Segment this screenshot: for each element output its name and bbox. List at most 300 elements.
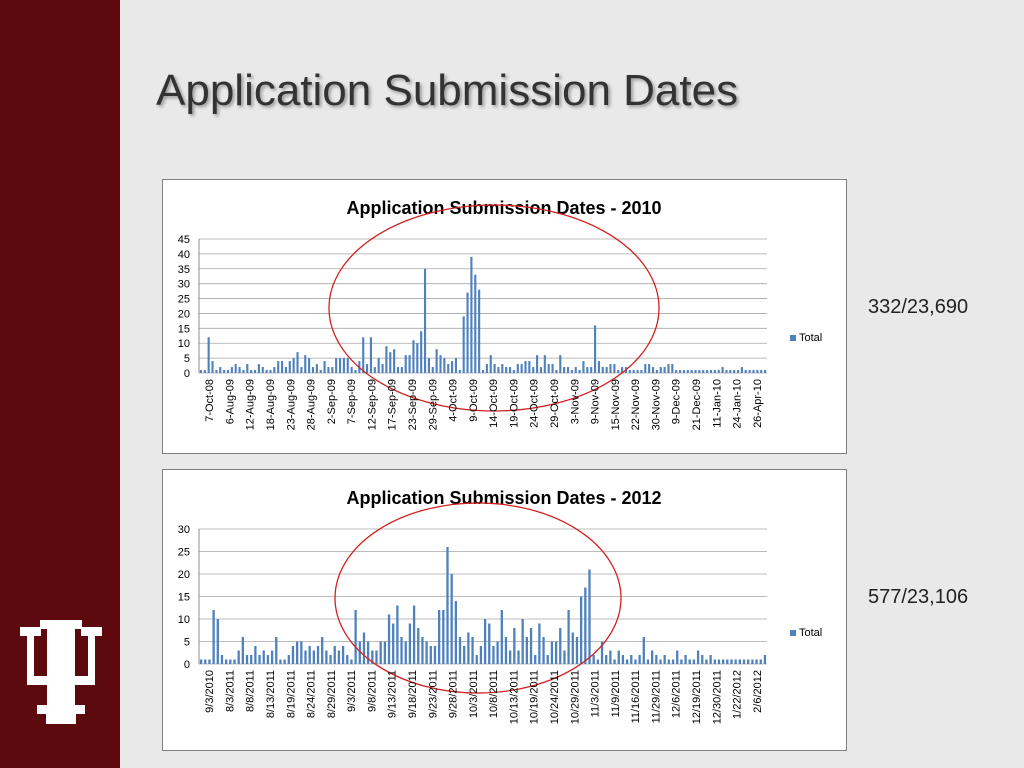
bar (737, 370, 739, 373)
bar (579, 370, 581, 373)
legend-label: Total (799, 332, 823, 344)
x-tick-label: 11/16/2011 (630, 670, 643, 724)
bar (756, 370, 758, 373)
bar (513, 628, 515, 664)
bar (739, 660, 741, 665)
bar (675, 370, 677, 373)
bar (622, 655, 624, 664)
chart-2012 (162, 469, 847, 751)
bar (505, 367, 507, 373)
bar (400, 637, 402, 664)
bar (463, 316, 465, 373)
bar (215, 370, 217, 373)
bar (271, 651, 273, 665)
bar (643, 637, 645, 664)
x-tick-label: 8/3/2011 (224, 670, 237, 713)
bar (367, 642, 369, 665)
bar (208, 660, 210, 665)
bar (618, 651, 620, 665)
bar (312, 367, 314, 373)
bar (718, 660, 720, 665)
x-tick-label: 11/3/2011 (589, 670, 602, 718)
bar (250, 370, 252, 373)
bar (478, 290, 480, 373)
bar (262, 367, 264, 373)
bar (300, 642, 302, 665)
bar (289, 361, 291, 373)
bar (346, 655, 348, 664)
bar (292, 646, 294, 664)
bar (350, 660, 352, 665)
bar (378, 358, 380, 373)
bar (590, 367, 592, 373)
x-tick-label: 9/23/2011 (427, 670, 440, 719)
bar (204, 660, 206, 665)
bar (651, 651, 653, 665)
bar (281, 361, 283, 373)
bar (231, 367, 233, 373)
bar (555, 642, 557, 665)
bar (425, 642, 427, 665)
bar (486, 364, 488, 373)
y-tick-label: 20 (177, 569, 190, 581)
bar (532, 367, 534, 373)
bar (534, 655, 536, 664)
bar (705, 660, 707, 665)
bar (749, 370, 751, 373)
bar (555, 370, 557, 373)
bar (609, 364, 611, 373)
bar (679, 370, 681, 373)
bar (501, 364, 503, 373)
bar (497, 367, 499, 373)
bar (258, 655, 260, 664)
bar (273, 367, 275, 373)
bar (317, 646, 319, 664)
y-tick-label: 25 (177, 546, 190, 559)
bar (438, 610, 440, 664)
bar (513, 370, 515, 373)
x-tick-label: 10/8/2011 (488, 670, 501, 719)
x-tick-label: 15-Nov-09 (609, 379, 622, 431)
bar (598, 361, 600, 373)
bar (320, 370, 322, 373)
bar (263, 651, 265, 665)
x-tick-label: 12/19/2011 (691, 670, 703, 725)
bar (714, 370, 716, 373)
bar (321, 637, 323, 664)
bar (745, 370, 747, 373)
bar (664, 655, 666, 664)
bar (638, 655, 640, 664)
x-tick-label: 8/19/2011 (285, 670, 298, 719)
bar (221, 655, 223, 664)
bar (409, 355, 411, 373)
bar (459, 370, 461, 373)
bar (563, 367, 565, 373)
bar (730, 660, 732, 665)
x-tick-label: 9-Oct-09 (467, 379, 480, 422)
x-tick-label: 11/29/2011 (650, 670, 663, 724)
bar (693, 660, 695, 665)
y-tick-label: 30 (177, 524, 190, 536)
bar (279, 660, 281, 665)
x-tick-label: 21-Dec-09 (691, 379, 703, 431)
x-tick-label: 8/8/2011 (244, 670, 257, 713)
bar (509, 367, 511, 373)
bar (671, 364, 673, 373)
bar (752, 370, 754, 373)
bar (246, 364, 248, 373)
bar (413, 606, 415, 665)
bar (760, 370, 762, 373)
x-tick-label: 10/19/2011 (528, 670, 541, 725)
x-tick-label: 26-Apr-10 (751, 379, 764, 428)
bar (409, 624, 411, 665)
bar (655, 655, 657, 664)
bar (760, 660, 762, 665)
bar (451, 361, 453, 373)
bar (694, 370, 696, 373)
x-tick-label: 9/28/2011 (447, 670, 460, 719)
bar (668, 660, 670, 665)
bar (421, 637, 423, 664)
bar (524, 361, 526, 373)
bar (664, 367, 666, 373)
bar (296, 642, 298, 665)
bar (505, 637, 507, 664)
bar (428, 358, 430, 373)
bar (208, 337, 210, 373)
bar (494, 364, 496, 373)
bar (660, 367, 662, 373)
bar (544, 355, 546, 373)
bar (436, 349, 438, 373)
x-tick-label: 17-Sep-09 (386, 379, 399, 431)
bar (551, 364, 553, 373)
bar (405, 355, 407, 373)
bar (706, 370, 708, 373)
bar (434, 646, 436, 664)
x-tick-label: 12/30/2011 (711, 670, 724, 725)
x-tick-label: 11-Jan-10 (711, 379, 724, 428)
bar (329, 655, 331, 664)
bar (266, 370, 268, 373)
bar (672, 660, 674, 665)
bar (659, 660, 661, 665)
bar (229, 660, 231, 665)
bar (466, 293, 468, 373)
y-tick-label: 5 (183, 636, 190, 649)
bar (551, 642, 553, 665)
x-tick-label: 9/3/2010 (204, 670, 217, 713)
bar (363, 633, 365, 665)
bar (741, 367, 743, 373)
bar (233, 660, 235, 665)
bar (751, 660, 753, 665)
bar (342, 646, 344, 664)
x-tick-label: 30-Nov-09 (650, 379, 663, 431)
bar (396, 606, 398, 665)
y-tick-label: 40 (177, 248, 190, 261)
bar (374, 367, 376, 373)
bar (536, 355, 538, 373)
bar (764, 655, 766, 664)
x-tick-label: 28-Aug-09 (305, 379, 318, 431)
bar (636, 370, 638, 373)
bar (633, 370, 635, 373)
bar (471, 637, 473, 664)
legend-swatch (790, 630, 796, 636)
bar (572, 633, 574, 665)
bar (764, 370, 766, 373)
bar (246, 655, 248, 664)
bar (470, 257, 472, 373)
bar (480, 646, 482, 664)
x-tick-label: 8/13/2011 (265, 670, 277, 719)
bar (492, 646, 494, 664)
university-logo (20, 620, 102, 724)
y-tick-label: 45 (177, 234, 190, 246)
x-tick-label: 9/8/2011 (366, 670, 379, 713)
bar (455, 601, 457, 664)
bar (267, 655, 269, 664)
bar (747, 660, 749, 665)
bar (586, 367, 588, 373)
bar (242, 370, 244, 373)
bar (447, 364, 449, 373)
stat-2012: 577/23,106 (868, 586, 969, 608)
bar (652, 367, 654, 373)
bar (648, 364, 650, 373)
bar (296, 352, 298, 373)
bar (630, 655, 632, 664)
bar (211, 361, 213, 373)
x-tick-label: 7-Oct-08 (204, 379, 217, 422)
bar (393, 349, 395, 373)
bar (496, 642, 498, 665)
bar (442, 610, 444, 664)
x-tick-label: 10/24/2011 (549, 670, 561, 725)
bar (200, 660, 202, 665)
x-tick-label: 12-Aug-09 (244, 379, 257, 431)
bar (430, 646, 432, 664)
x-tick-label: 29-Oct-09 (549, 379, 561, 428)
bar (459, 637, 461, 664)
bar (412, 340, 414, 373)
bar (313, 651, 315, 665)
x-tick-label: 12/6/2011 (670, 670, 683, 719)
x-tick-label: 23-Aug-09 (285, 379, 298, 431)
x-tick-label: 8/24/2011 (305, 670, 318, 719)
bar (698, 370, 700, 373)
bar (540, 367, 542, 373)
bar (392, 624, 394, 665)
bar (647, 660, 649, 665)
bar (269, 370, 271, 373)
bar (405, 642, 407, 665)
x-tick-label: 9/3/2011 (346, 670, 359, 713)
bar (634, 660, 636, 665)
bar (420, 331, 422, 373)
bar (388, 615, 390, 665)
x-tick-label: 9/13/2011 (386, 670, 399, 719)
bar (680, 660, 682, 665)
bar (389, 352, 391, 373)
bar (397, 367, 399, 373)
bar (517, 364, 519, 373)
bar (275, 637, 277, 664)
bar (488, 624, 490, 665)
y-tick-label: 0 (183, 368, 190, 380)
bar (375, 651, 377, 665)
bar (443, 358, 445, 373)
bar (702, 370, 704, 373)
bar (385, 346, 387, 373)
y-tick-label: 15 (177, 591, 190, 604)
x-tick-label: 9-Nov-09 (589, 379, 602, 425)
x-tick-label: 3-Nov-09 (569, 379, 582, 425)
x-tick-label: 2-Sep-09 (325, 379, 338, 425)
bar (701, 655, 703, 664)
bar (354, 370, 356, 373)
stat-2010: 332/23,690 (868, 296, 969, 318)
bar (743, 660, 745, 665)
bar (219, 367, 221, 373)
bar (588, 570, 590, 665)
bar (735, 660, 737, 665)
bar (538, 624, 540, 665)
bar (722, 660, 724, 665)
bar (484, 619, 486, 664)
bar (476, 655, 478, 664)
x-tick-label: 24-Jan-10 (731, 379, 744, 429)
bar (563, 651, 565, 665)
bar (384, 642, 386, 665)
bar (347, 358, 349, 373)
x-tick-label: 6-Aug-09 (224, 379, 237, 425)
bar (683, 370, 685, 373)
bar (334, 646, 336, 664)
x-tick-label: 29-Sep-09 (427, 379, 440, 431)
bar (343, 358, 345, 373)
bar (239, 367, 241, 373)
bar (351, 367, 353, 373)
bar (547, 655, 549, 664)
bar (755, 660, 757, 665)
bar (463, 646, 465, 664)
bar (227, 370, 229, 373)
x-tick-label: 9/18/2011 (407, 670, 419, 719)
x-tick-label: 1/22/2012 (731, 670, 744, 719)
bar (335, 358, 337, 373)
bar (254, 646, 256, 664)
bar (580, 597, 582, 665)
chart-2010 (162, 179, 847, 454)
x-tick-label: 12-Sep-09 (366, 379, 379, 431)
bar (629, 370, 631, 373)
bar (338, 651, 340, 665)
bar (451, 574, 453, 664)
bar (548, 364, 550, 373)
bar (308, 358, 310, 373)
bar (285, 367, 287, 373)
chart-title: Application Submission Dates - 2012 (346, 488, 662, 508)
bar (559, 355, 561, 373)
bar (729, 370, 731, 373)
bar (571, 370, 573, 373)
bar (467, 633, 469, 665)
bar (542, 637, 544, 664)
bar (354, 610, 356, 664)
chart-2010-svg (163, 180, 846, 453)
x-tick-label: 11/9/2011 (609, 670, 622, 718)
bar (381, 364, 383, 373)
bar (687, 370, 689, 373)
x-tick-label: 19-Oct-09 (508, 379, 521, 428)
bar (501, 610, 503, 664)
bar (582, 361, 584, 373)
bar (559, 628, 561, 664)
bar (324, 361, 326, 373)
x-tick-label: 2/6/2012 (751, 670, 764, 713)
bar (584, 588, 586, 665)
sidebar-band (0, 0, 120, 768)
bar (446, 547, 448, 664)
bar (416, 343, 418, 373)
bar (613, 660, 615, 665)
chart-2012-svg (163, 470, 846, 750)
bar (530, 628, 532, 664)
bar (517, 651, 519, 665)
bar (401, 367, 403, 373)
bar (656, 370, 658, 373)
bar (617, 370, 619, 373)
x-tick-label: 24-Oct-09 (528, 379, 541, 428)
bar (667, 364, 669, 373)
bar (242, 637, 244, 664)
bar (691, 370, 693, 373)
bar (528, 361, 530, 373)
bar (327, 367, 329, 373)
bar (725, 370, 727, 373)
bar (709, 655, 711, 664)
bar (331, 367, 333, 373)
bar (726, 660, 728, 665)
page-title: Application Submission Dates (156, 66, 739, 115)
bar (602, 367, 604, 373)
bar (325, 651, 327, 665)
bar (526, 637, 528, 664)
bar (684, 655, 686, 664)
bar (522, 619, 524, 664)
x-tick-label: 10/13/2011 (508, 670, 521, 725)
bar (575, 367, 577, 373)
bar (455, 358, 457, 373)
bar (718, 370, 720, 373)
x-tick-label: 18-Aug-09 (265, 379, 277, 431)
x-tick-label: 22-Nov-09 (630, 378, 643, 431)
bar (254, 370, 256, 373)
x-tick-label: 23-Sep-09 (407, 379, 419, 431)
bar (300, 367, 302, 373)
bar (366, 364, 368, 373)
bar (283, 660, 285, 665)
bar (722, 367, 724, 373)
bar (212, 610, 214, 664)
bar (223, 370, 225, 373)
x-tick-label: 9-Dec-09 (670, 379, 683, 425)
